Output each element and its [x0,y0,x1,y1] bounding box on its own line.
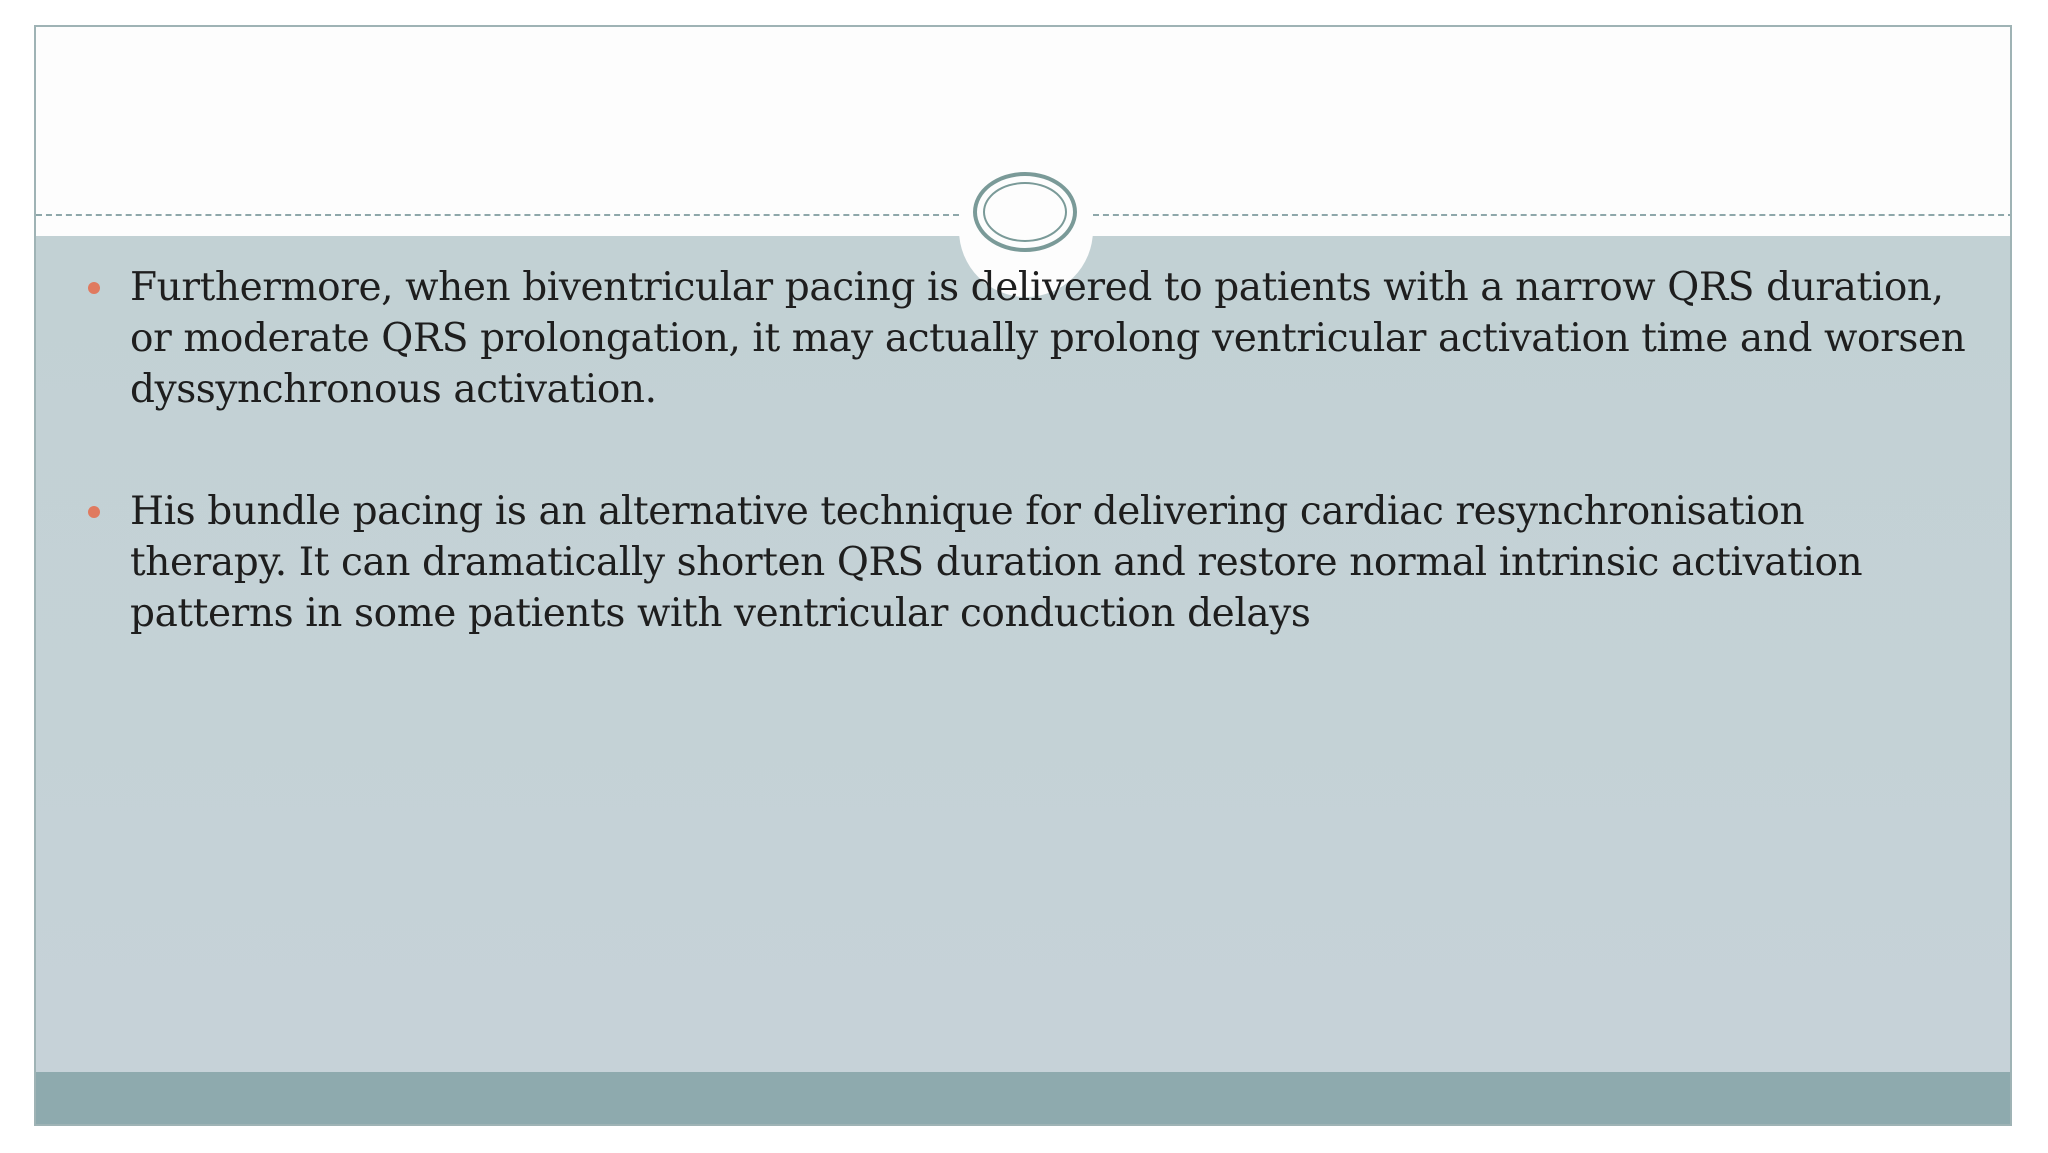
header-divider-right [1093,214,2012,216]
oval-ornament-icon [973,172,1077,252]
footer-band [36,1072,2010,1124]
bullet-text: His bundle pacing is an alternative technique for delivering cardiac resynchronisation therapy. It can dramatically shorten QRS duration and restore normal intrinsic activation patterns in some patients with ventricular conduction delays [130,489,1863,636]
bullet-dot-icon [88,506,100,518]
bullet-dot-icon [88,282,100,294]
oval-ornament-inner-ring [983,182,1067,242]
slide [34,25,2012,1126]
bullet-item [36,262,2010,415]
bullet-list [36,262,2010,710]
bullet-item [36,486,2010,639]
bullet-text: Furthermore, when biventricular pacing is delivered to patients with a narrow QRS duration, or moderate QRS prolongation, it may actually prolong ventricular activation time and worsen dyssynchronous activation. [130,265,1966,412]
header-divider-left [36,214,959,216]
